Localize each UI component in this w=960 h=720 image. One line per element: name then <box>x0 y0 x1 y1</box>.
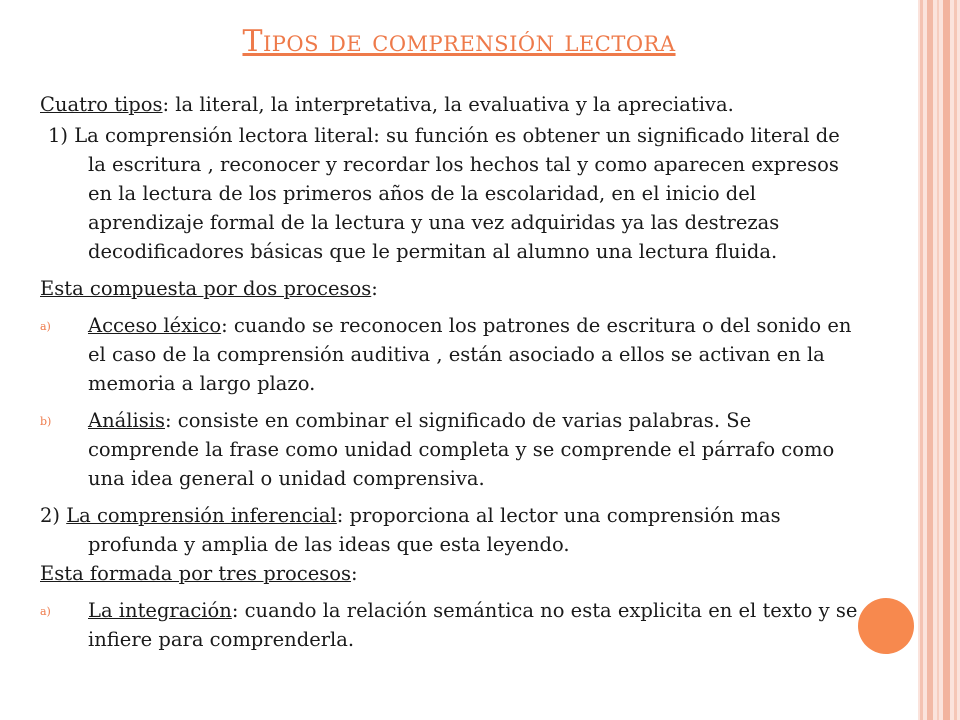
list-item <box>40 596 860 654</box>
decorative-stripe <box>927 0 933 720</box>
inferencial-label: La comprensión inferencial <box>66 504 337 527</box>
slide-body <box>40 90 860 654</box>
list-item-label: Acceso léxico <box>88 314 222 337</box>
inferencial-processes-suffix: : <box>351 562 358 585</box>
intro-label: Cuatro tipos <box>40 93 163 116</box>
list-marker: a) <box>40 320 51 333</box>
list-item-text: : cuando la relación semántica no esta explicita en el texto y se infiere para comprenderla. <box>88 599 858 651</box>
decorative-stripe-band <box>918 0 960 720</box>
decorative-stripe <box>954 0 957 720</box>
literal-processes-suffix: : <box>371 277 378 300</box>
list-item-label: La integración <box>88 599 232 622</box>
list-marker: a) <box>40 605 51 618</box>
decorative-stripe <box>943 0 950 720</box>
inferencial-prefix: 2) <box>40 504 67 527</box>
slide-title: Tipos de comprensión lectora <box>242 24 676 59</box>
inferencial-processes-heading <box>40 559 860 588</box>
inferencial-processes-label: Esta formada por tres procesos <box>40 562 352 585</box>
decorative-circle <box>858 598 914 654</box>
list-item-label: Análisis <box>88 409 165 432</box>
list-item <box>40 311 860 398</box>
list-marker: b) <box>40 415 52 428</box>
intro-paragraph <box>40 90 860 119</box>
intro-text: : la literal, la interpretativa, la evaluativa y la apreciativa. <box>162 93 734 116</box>
literal-processes-label: Esta compuesta por dos procesos <box>40 277 372 300</box>
list-item <box>40 406 860 493</box>
inferencial-paragraph <box>40 501 860 559</box>
decorative-stripe <box>920 0 923 720</box>
inferencial-text: : proporciona al lector una comprensión mas profunda y amplia de las ideas que esta leyendo. <box>88 504 781 556</box>
list-item-text: : consiste en combinar el significado de varias palabras. Se comprende la frase como unidad completa y se comprende el párrafo como una idea general o unidad comprensiva. <box>88 409 835 490</box>
list-item-text: : cuando se reconocen los patrones de escritura o del sonido en el caso de la comprensión auditiva , están asociado a ellos se activan en la memoria a largo plazo. <box>88 314 852 395</box>
literal-processes-heading <box>40 274 860 303</box>
literal-paragraph: 1) La comprensión lectora literal: su función es obtener un significado literal de la escritura , reconocer y recordar los hechos tal y como aparecen expresos en la lectura de los primeros años de la escolaridad, en el inicio del aprendizaje formal de la lectura y una vez adquiridas ya las destrezas decodificadores básicas que le permitan al alumno una lectura fluida. <box>48 124 840 263</box>
decorative-stripe <box>937 0 939 720</box>
